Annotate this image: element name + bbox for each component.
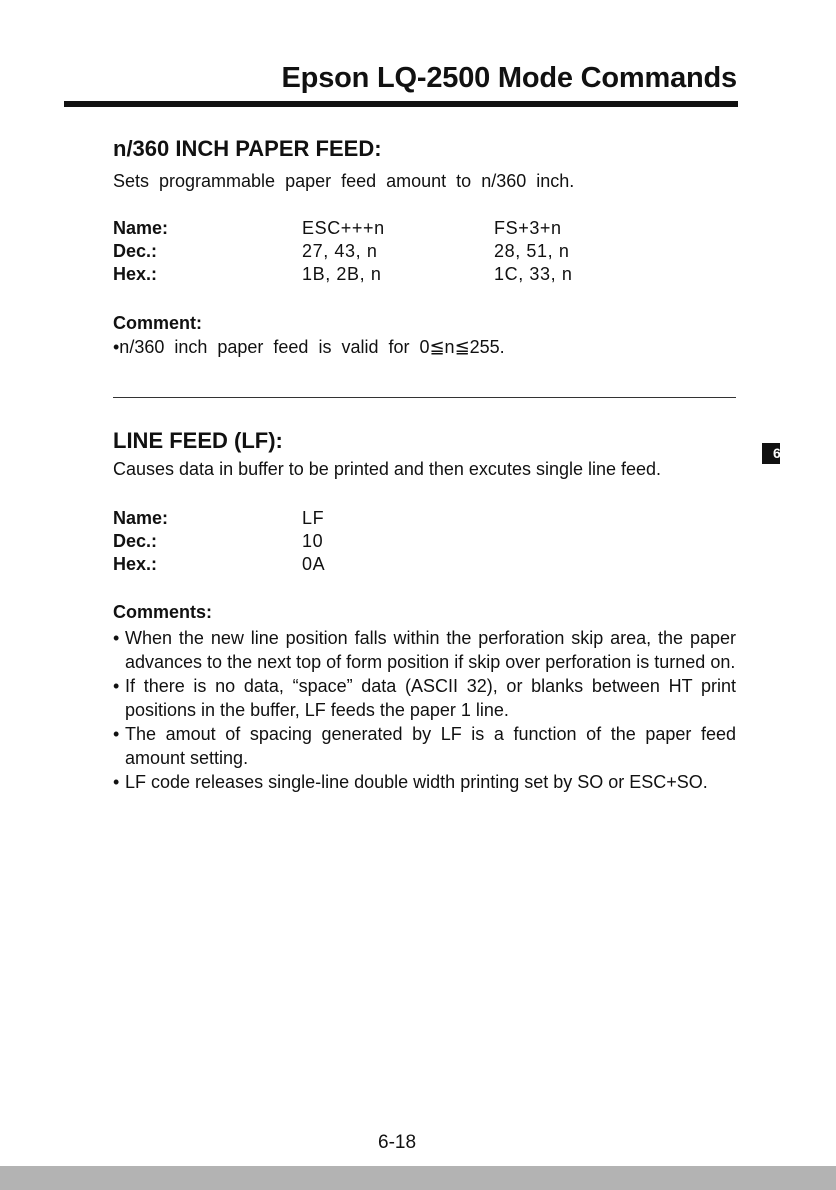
page-number: 6-18 [378, 1132, 417, 1153]
bullet-icon: • [113, 628, 120, 648]
title-rule [64, 101, 738, 107]
comment-heading: Comment: [113, 313, 202, 333]
comments-heading: Comments: [113, 602, 213, 622]
bullet-icon: • [113, 676, 120, 696]
row-label-name: Name: [113, 218, 169, 238]
bullet-icon: • [113, 772, 120, 792]
row-value: 10 [302, 531, 324, 551]
chapter-tab-number: 6 [773, 445, 781, 461]
row-value-esc: 1B, 2B, n [302, 264, 382, 284]
row-label-name: Name: [113, 508, 169, 528]
section-description-line-feed: Causes data in buffer to be printed and then excutes single line feed. [113, 459, 662, 479]
row-value: 0A [302, 554, 326, 574]
list-item-text: The amout of spacing generated by LF is a function of the paper feed amount setting. [125, 724, 736, 768]
list-item [113, 674, 736, 722]
footer-band [0, 1166, 836, 1190]
row-value-esc: ESC+++n [302, 218, 385, 238]
section-title-paper-feed: n/360 INCH PAPER FEED: [113, 136, 382, 161]
comments-list [113, 626, 736, 794]
bullet-icon: • [113, 724, 120, 744]
comment-text: •n/360 inch paper feed is valid for 0≦n≦255. [113, 337, 505, 357]
command-code-table-line-feed [113, 508, 713, 578]
row-label-hex: Hex.: [113, 554, 158, 574]
row-value-fs: 1C, 33, n [494, 264, 573, 284]
list-item [113, 626, 736, 674]
list-item-text: LF code releases single-line double width printing set by SO or ESC+SO. [125, 772, 708, 792]
section-divider [113, 397, 736, 398]
list-item [113, 722, 736, 770]
section-title-line-feed: LINE FEED (LF): [113, 428, 283, 453]
row-value-fs: 28, 51, n [494, 241, 570, 261]
command-code-table-paper-feed [113, 218, 713, 288]
list-item [113, 770, 736, 794]
row-label-dec: Dec.: [113, 531, 158, 551]
row-value: LF [302, 508, 325, 528]
section-description-paper-feed: Sets programmable paper feed amount to n/360 inch. [113, 171, 575, 191]
row-value-esc: 27, 43, n [302, 241, 378, 261]
chapter-tab-marker [762, 443, 780, 464]
row-label-dec: Dec.: [113, 241, 158, 261]
list-item-text: When the new line position falls within the perforation skip area, the paper advances to the next top of form position if skip over perforation is turned on. [125, 628, 736, 672]
row-label-hex: Hex.: [113, 264, 158, 284]
list-item-text: If there is no data, “space” data (ASCII 32), or blanks between HT print positions in the buffer, LF feeds the paper 1 line. [125, 676, 736, 720]
row-value-fs: FS+3+n [494, 218, 562, 238]
page-title: Epson LQ-2500 Mode Commands [281, 62, 737, 94]
